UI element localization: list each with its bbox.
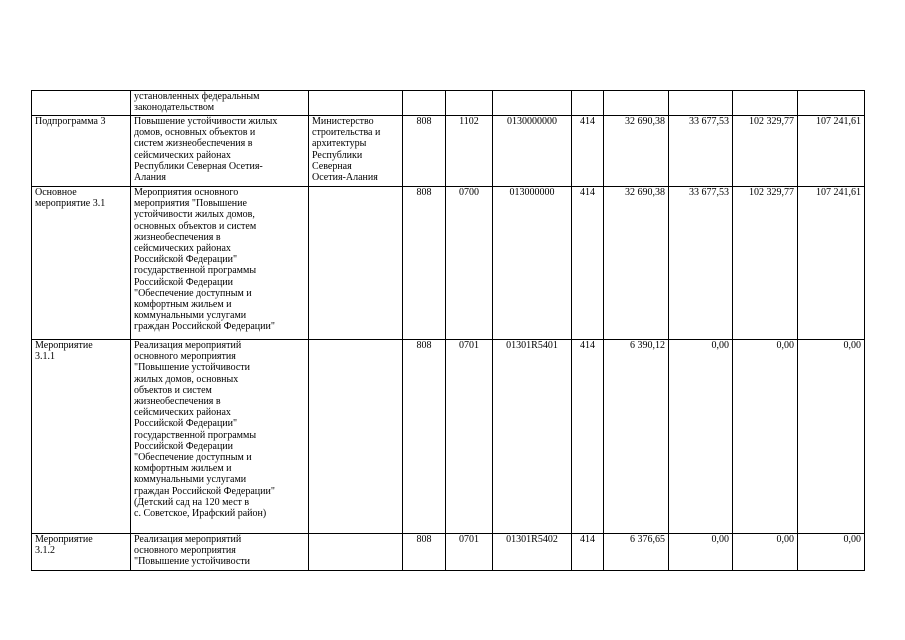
amount-cell bbox=[669, 91, 733, 116]
name-cell: Реализация мероприятий основного мероприятия "Повышение устойчивости жилых домов, основных объектов и систем жизнеобеспечения в сейсмических районах Российской Федерации" государственной программы Российской Федерации "Обеспечение доступным и комфортным жильем и коммунальными услугами граждан Российской Федерации" (Детский сад на 120 мест в с. Советское, Ирафский район) bbox=[131, 340, 309, 534]
grbs-cell: 808 bbox=[403, 116, 446, 187]
rzpr-cell: 0701 bbox=[446, 534, 493, 571]
rzpr-cell bbox=[446, 91, 493, 116]
executor-cell: Министерство строительства и архитектуры Республики Северная Осетия-Алания bbox=[309, 116, 403, 187]
amount-cell: 0,00 bbox=[733, 534, 798, 571]
csr-cell: 01301R5401 bbox=[493, 340, 572, 534]
amount-cell: 0,00 bbox=[798, 534, 865, 571]
amount-cell: 0,00 bbox=[669, 340, 733, 534]
executor-cell bbox=[309, 340, 403, 534]
document-page bbox=[31, 90, 865, 571]
amount-cell: 107 241,61 bbox=[798, 187, 865, 340]
amount-cell: 33 677,53 bbox=[669, 116, 733, 187]
amount-cell: 6 390,12 bbox=[604, 340, 669, 534]
vr-cell bbox=[572, 91, 604, 116]
csr-cell: 0130000000 bbox=[493, 116, 572, 187]
table-row bbox=[32, 116, 865, 187]
executor-cell bbox=[309, 187, 403, 340]
grbs-cell bbox=[403, 91, 446, 116]
amount-cell: 33 677,53 bbox=[669, 187, 733, 340]
amount-cell: 0,00 bbox=[798, 340, 865, 534]
amount-cell: 107 241,61 bbox=[798, 116, 865, 187]
grbs-cell: 808 bbox=[403, 340, 446, 534]
status-cell: Мероприятие 3.1.2 bbox=[32, 534, 131, 571]
amount-cell: 0,00 bbox=[733, 340, 798, 534]
name-cell: установленных федеральным законодательством bbox=[131, 91, 309, 116]
rzpr-cell: 0701 bbox=[446, 340, 493, 534]
status-cell: Основное мероприятие 3.1 bbox=[32, 187, 131, 340]
grbs-cell: 808 bbox=[403, 534, 446, 571]
vr-cell: 414 bbox=[572, 340, 604, 534]
vr-cell: 414 bbox=[572, 116, 604, 187]
status-cell: Мероприятие 3.1.1 bbox=[32, 340, 131, 534]
grbs-cell: 808 bbox=[403, 187, 446, 340]
name-cell: Реализация мероприятий основного мероприятия "Повышение устойчивости bbox=[131, 534, 309, 571]
rzpr-cell: 1102 bbox=[446, 116, 493, 187]
csr-cell bbox=[493, 91, 572, 116]
amount-cell: 0,00 bbox=[669, 534, 733, 571]
status-cell bbox=[32, 91, 131, 116]
amount-cell: 6 376,65 bbox=[604, 534, 669, 571]
status-cell: Подпрограмма 3 bbox=[32, 116, 131, 187]
name-cell: Повышение устойчивости жилых домов, основных объектов и систем жизнеобеспечения в сейсмических районах Республики Северная Осетия- Алания bbox=[131, 116, 309, 187]
amount-cell bbox=[733, 91, 798, 116]
amount-cell bbox=[604, 91, 669, 116]
table-row bbox=[32, 91, 865, 116]
table-row bbox=[32, 187, 865, 340]
vr-cell: 414 bbox=[572, 534, 604, 571]
budget-allocation-table bbox=[31, 90, 865, 571]
amount-cell bbox=[798, 91, 865, 116]
name-cell: Мероприятия основного мероприятия "Повышение устойчивости жилых домов, основных объектов и систем жизнеобеспечения в сейсмических районах Российской Федерации" государственной программы Российской Федерации "Обеспечение доступным и комфортным жильем и коммунальными услугами граждан Российской Федерации" bbox=[131, 187, 309, 340]
rzpr-cell: 0700 bbox=[446, 187, 493, 340]
vr-cell: 414 bbox=[572, 187, 604, 340]
amount-cell: 102 329,77 bbox=[733, 187, 798, 340]
executor-cell bbox=[309, 91, 403, 116]
table-row bbox=[32, 534, 865, 571]
amount-cell: 32 690,38 bbox=[604, 116, 669, 187]
amount-cell: 102 329,77 bbox=[733, 116, 798, 187]
executor-cell bbox=[309, 534, 403, 571]
csr-cell: 01301R5402 bbox=[493, 534, 572, 571]
csr-cell: 013000000 bbox=[493, 187, 572, 340]
table-row bbox=[32, 340, 865, 534]
amount-cell: 32 690,38 bbox=[604, 187, 669, 340]
